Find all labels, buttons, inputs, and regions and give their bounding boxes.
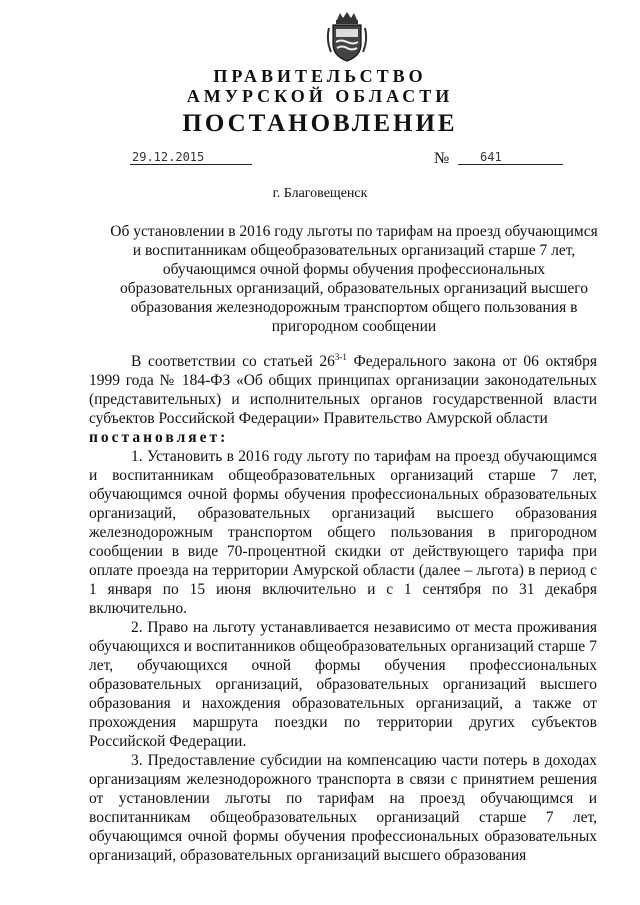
intro-text-after: Федерального закона от 06 октября 1999 года № 184-ФЗ «Об общих принципах организации законодательных (представительных) и исполнительных органов государственной власти субъектов Российской Федерации» Правительство Амурской области: [89, 353, 597, 427]
city: г. Благовещенск: [272, 186, 368, 201]
document-body: [89, 352, 597, 865]
intro-paragraph: [89, 352, 597, 428]
number-sign: №: [434, 150, 450, 167]
document-title: Об установлении в 2016 году льготы по тарифам на проезд обучающимся и воспитанникам общеобразовательных организаций старше 7 лет, обучающимся очной формы обучения профессиональных образовательных организаций, образовательных организаций высшего образования железнодорожным транспортом общего пользования в пригородном сообщении: [110, 223, 598, 335]
document-date: 29.12.2015: [130, 150, 252, 165]
document-type: ПОСТАНОВЛЕНИЕ: [182, 110, 458, 137]
intro-text-before: В соответствии со статьей 26: [131, 353, 335, 370]
government-name-line2: АМУРСКОЙ ОБЛАСТИ: [186, 86, 454, 106]
government-name-line1: ПРАВИТЕЛЬСТВО: [213, 66, 427, 86]
paragraph-3: 3. Предоставление субсидии на компенсацию части потерь в доходах организациям железнодорожного транспорта в связи с принятием решения от установлении льготы по тарифам на проезд обучающимся и воспитанникам общеобразовательных организаций старше 7 лет, обучающимся очной формы обучения профессиональных образовательных организаций, образовательных организаций высшего образования: [89, 752, 597, 864]
article-superscript: 3-1: [334, 351, 347, 362]
paragraph-2: 2. Право на льготу устанавливается независимо от места проживания обучающихся и воспитанников общеобразовательных организаций старше 7 лет, обучающихся очной формы обучения профессиональных образовательных организаций, образовательных организаций высшего образования и нахождения образовательных организаций, а также от прохождения маршрута поездки по территории других субъектов Российской Федерации.: [89, 619, 597, 750]
paragraph-1: 1. Установить в 2016 году льготу по тарифам на проезд обучающимся и воспитанникам общеобразовательных организаций старше 7 лет, обучающимся очной формы обучения профессиональных образовательных организаций, образовательных организаций высшего образования железнодорожным транспортом общего пользования в пригородном сообщении в виде 70-процентной скидки от действующего тарифа при оплате проезда на территории Амурской области (далее – льгота) в период с 1 января по 15 июня включительно и с 1 сентября по 31 декабря включительно.: [89, 448, 597, 617]
document-number: 641: [458, 150, 563, 165]
resolves-label: постановляет:: [89, 429, 229, 446]
coat-of-arms-icon: [323, 10, 371, 64]
